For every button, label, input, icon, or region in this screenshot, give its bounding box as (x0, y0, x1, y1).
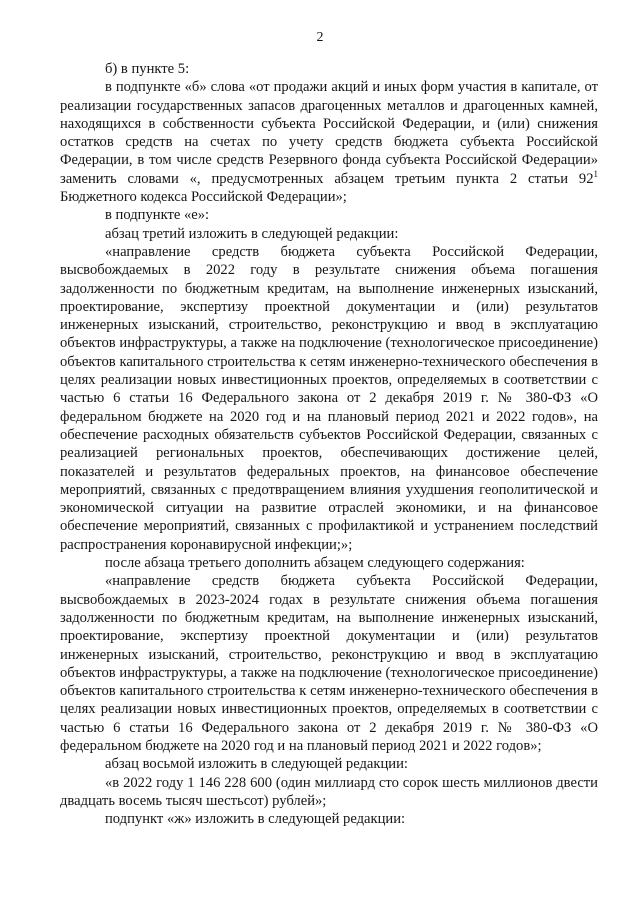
paragraph-subpoint-b-replacement (60, 78, 598, 206)
paragraph-subpoint-e: в подпункте «е»: (105, 207, 210, 224)
paragraph-quote-2023-2024: «направление средств бюджета субъекта Российской Федерации, высвобождаемых в 2023-2024 годах в результате снижения объема погашения задолженности по бюджетным кредитам, на выполнение инженерных изысканий, проектирование, экспертизу проектной документации и (или) результатов инженерных изысканий, строительство, реконструкцию и ввод в эксплуатацию объектов инфраструктуры, а также на подключение (технологическое присоединение) объектов капитального строительства к сетям инженерно-технического обеспечения в целях реализации новых инвестиционных проектов, определяемых в соответствии с частью 6 статьи 16 Федерального закона от 2 декабря 2019 г. № 380-ФЗ «О федеральном бюджете на 2020 год и на плановый период 2021 и 2022 годов»; (60, 573, 598, 754)
paragraph-quote-amount: «в 2022 году 1 146 228 600 (один миллиард сто сорок шесть миллионов двести двадцать восемь тысяч шестьсот) рублей»; (60, 774, 598, 809)
paragraph-eighth-abzac-instruction: абзац восьмой изложить в следующей редакции: (105, 756, 408, 773)
paragraph-third-abzac-instruction: абзац третий изложить в следующей редакции: (105, 225, 399, 242)
paragraph-quote-2022: «направление средств бюджета субъекта Российской Федерации, высвобождаемых в 2022 году в результате снижения объема погашения задолженности по бюджетным кредитам, на выполнение инженерных изысканий, проектирование, экспертизу проектной документации и (или) результатов инженерных изысканий, строительство, реконструкцию и ввод в эксплуатацию объектов инфраструктуры, а также на подключение (технологическое присоединение) объектов капитального строительства к сетям инженерно-технического обеспечения в целях реализации новых инвестиционных проектов, определяемых в соответствии с частью 6 статьи 16 Федерального закона от 2 декабря 2019 г. № 380-ФЗ «О федеральном бюджете на 2020 год и на плановый период 2021 и 2022 годов», на обеспечение расходных обязательств субъектов Российской Федерации, связанных с реализацией региональных проектов, обеспечивающих достижение целей, показателей и результатов федеральных проектов, на финансовое обеспечение мероприятий, связанных с предотвращением влияния ухудшения геополитической и экономической ситуации на развитие отраслей экономики, и на финансовое обеспечение мероприятий, связанных с профилактикой и устранением последствий распространения коронавирусной инфекции;»; (60, 243, 598, 553)
paragraph-subpoint-zh-instruction: подпункт «ж» изложить в следующей редакции: (105, 811, 406, 828)
paragraph-text: в подпункте «б» слова «от продажи акций и иных форм участия в капитале, от реализации государственных запасов драгоценных металлов и драгоценных камней, находящихся в собственности субъекта Российской Федерации, и (или) снижения остатков средств на счетах по учету средств бюджета субъекта Российской Федерации, в том числе средств Резервного фонда субъекта Российской Федерации» заменить словами «, предусмотренных абзацем третьим пункта 2 статьи 92 (60, 79, 598, 187)
paragraph-tail: Бюджетного кодекса Российской Федерации»; (60, 189, 347, 206)
superscript: 1 (593, 168, 598, 179)
page-number: 2 (316, 30, 324, 45)
paragraph-add-abzac-instruction: после абзаца третьего дополнить абзацем следующего содержания: (105, 555, 525, 572)
paragraph-item-b-point-5: б) в пункте 5: (105, 61, 190, 77)
document-body (60, 60, 598, 828)
